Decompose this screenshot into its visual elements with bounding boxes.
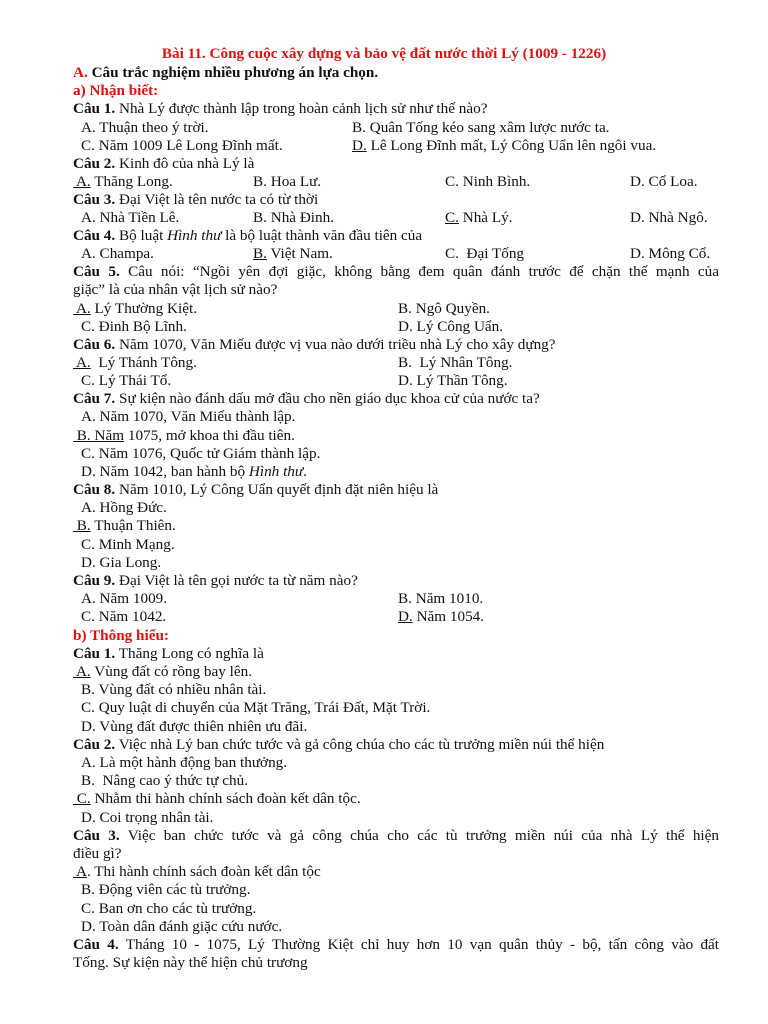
question-th-4: Câu 4. Tháng 10 - 1075, Lý Thường Kiệt chỉ huy hơn 10 vạn quân thủy - bộ, tấn công vào đất: [73, 936, 720, 953]
answer-option: A. Năm 1070, Văn Miếu thành lập.: [81, 408, 296, 425]
answer-option-correct: C. Nhằm thi hành chính sách đoàn kết dân tộc.: [73, 790, 361, 807]
answer-option-correct: A. Thăng Long.: [73, 173, 173, 190]
answer-option-correct: A. Thi hành chính sách đoàn kết dân tộc: [73, 863, 321, 880]
question-nb-5: Câu 5. Câu nói: “Ngồi yên đợi giặc, không bằng đem quân đánh trước để chặn thế mạnh của: [73, 263, 719, 280]
answer-option: D. Vùng đất được thiên nhiên ưu đãi.: [81, 718, 308, 735]
question-th-3: Câu 3. Việc ban chức tước và gả công chúa cho các tù trưởng miền núi của nhà Lý thể hiện: [73, 827, 719, 844]
answer-option: B. Động viên các tù trưởng.: [81, 881, 251, 898]
question-nb-5-cont: giặc” là của nhân vật lịch sử nào?: [73, 281, 278, 298]
answer-option: A. Năm 1009.: [81, 590, 168, 607]
answer-option: B. Vùng đất có nhiều nhân tài.: [81, 681, 267, 698]
part-b-heading: b) Thông hiểu:: [73, 627, 169, 644]
answer-option: D. Năm 1042, ban hành bộ Hình thư.: [81, 463, 307, 480]
answer-option: A. Champa.: [81, 245, 154, 262]
answer-option: C. Quy luật di chuyển của Mặt Trăng, Trái Đất, Mặt Trời.: [81, 699, 431, 716]
answer-option: D. Gia Long.: [81, 554, 162, 571]
question-nb-1: Câu 1. Nhà Lý được thành lập trong hoàn cảnh lịch sử như thế nào?: [73, 100, 488, 117]
answer-option: B. Nâng cao ý thức tự chủ.: [81, 772, 249, 789]
question-nb-6: Câu 6. Năm 1070, Văn Miếu được vị vua nào dưới triều nhà Lý cho xây dựng?: [73, 336, 556, 353]
answer-option: D. Nhà Ngô.: [630, 209, 708, 226]
answer-option: D. Cổ Loa.: [630, 173, 698, 190]
answer-option: C. Đinh Bộ Lĩnh.: [81, 318, 187, 335]
question-nb-9: Câu 9. Đại Việt là tên gọi nước ta từ năm nào?: [73, 572, 358, 589]
answer-option: D. Lý Thần Tông.: [398, 372, 508, 389]
answer-option: D. Coi trọng nhân tài.: [81, 809, 214, 826]
answer-option: D. Lý Công Uẩn.: [398, 318, 504, 335]
answer-option: D. Toàn dân đánh giặc cứu nước.: [81, 918, 283, 935]
answer-option: B. Lý Nhân Tông.: [398, 354, 513, 371]
answer-option: B. Quân Tống kéo sang xâm lược nước ta.: [352, 119, 610, 136]
answer-option-correct: A. Vùng đất có rồng bay lên.: [73, 663, 252, 680]
question-nb-2: Câu 2. Kinh đô của nhà Lý là: [73, 155, 255, 172]
question-nb-8: Câu 8. Năm 1010, Lý Công Uẩn quyết định đặt niên hiệu là: [73, 481, 439, 498]
answer-option-correct: A. Lý Thường Kiệt.: [73, 300, 197, 317]
answer-option: C. Năm 1042.: [81, 608, 167, 625]
answer-option: B. Ngô Quyền.: [398, 300, 490, 317]
answer-option-correct: B. Năm 1075, mở khoa thi đầu tiên.: [73, 427, 295, 444]
question-th-2: Câu 2. Việc nhà Lý ban chức tước và gả công chúa cho các tù trưởng miền núi thể hiện: [73, 736, 605, 753]
answer-option: C. Năm 1009 Lê Long Đĩnh mất.: [81, 137, 283, 154]
answer-option: C. Ninh Bình.: [445, 173, 531, 190]
question-nb-3: Câu 3. Đại Việt là tên nước ta có từ thời: [73, 191, 319, 208]
answer-option: A. Thuận theo ý trời.: [81, 119, 209, 136]
answer-option-correct: B. Thuận Thiên.: [73, 517, 176, 534]
answer-option: D. Mông Cổ.: [630, 245, 711, 262]
question-nb-4: Câu 4. Bộ luật Hình thư là bộ luật thành văn đầu tiên của: [73, 227, 423, 244]
question-th-1: Câu 1. Thăng Long có nghĩa là: [73, 645, 264, 662]
question-th-4-cont: Tống. Sự kiện này thể hiện chủ trương: [73, 954, 308, 971]
answer-option: C. Ban ơn cho các tù trưởng.: [81, 900, 257, 917]
lesson-title: Bài 11. Công cuộc xây dựng và bảo vệ đất nước thời Lý (1009 - 1226): [161, 45, 607, 62]
answer-option: C. Lý Thái Tổ.: [81, 372, 172, 389]
answer-option-correct: A. Lý Thánh Tông.: [73, 354, 197, 371]
answer-option: B. Nhà Đinh.: [253, 209, 334, 226]
question-nb-7: Câu 7. Sự kiện nào đánh dấu mở đầu cho nền giáo dục khoa cử của nước ta?: [73, 390, 540, 407]
answer-option: C. Minh Mạng.: [81, 536, 175, 553]
answer-option: A. Hồng Đức.: [81, 499, 167, 516]
answer-option-correct: C. Nhà Lý.: [445, 209, 513, 226]
section-a-heading: A. Câu trắc nghiệm nhiều phương án lựa chọn.: [73, 64, 379, 81]
answer-option: A. Là một hành động ban thưởng.: [81, 754, 288, 771]
answer-option-correct: B. Việt Nam.: [253, 245, 333, 262]
question-th-3-cont: điều gì?: [73, 845, 122, 862]
answer-option-correct: D. Năm 1054.: [398, 608, 485, 625]
answer-option: C. Năm 1076, Quốc tử Giám thành lập.: [81, 445, 321, 462]
answer-option: C. Đại Tống: [445, 245, 525, 262]
answer-option-correct: D. Lê Long Đĩnh mất, Lý Công Uẩn lên ngôi vua.: [352, 137, 657, 154]
answer-option: B. Năm 1010.: [398, 590, 484, 607]
answer-option: A. Nhà Tiền Lê.: [81, 209, 180, 226]
part-a-heading: a) Nhận biết:: [73, 82, 159, 99]
answer-option: B. Hoa Lư.: [253, 173, 322, 190]
